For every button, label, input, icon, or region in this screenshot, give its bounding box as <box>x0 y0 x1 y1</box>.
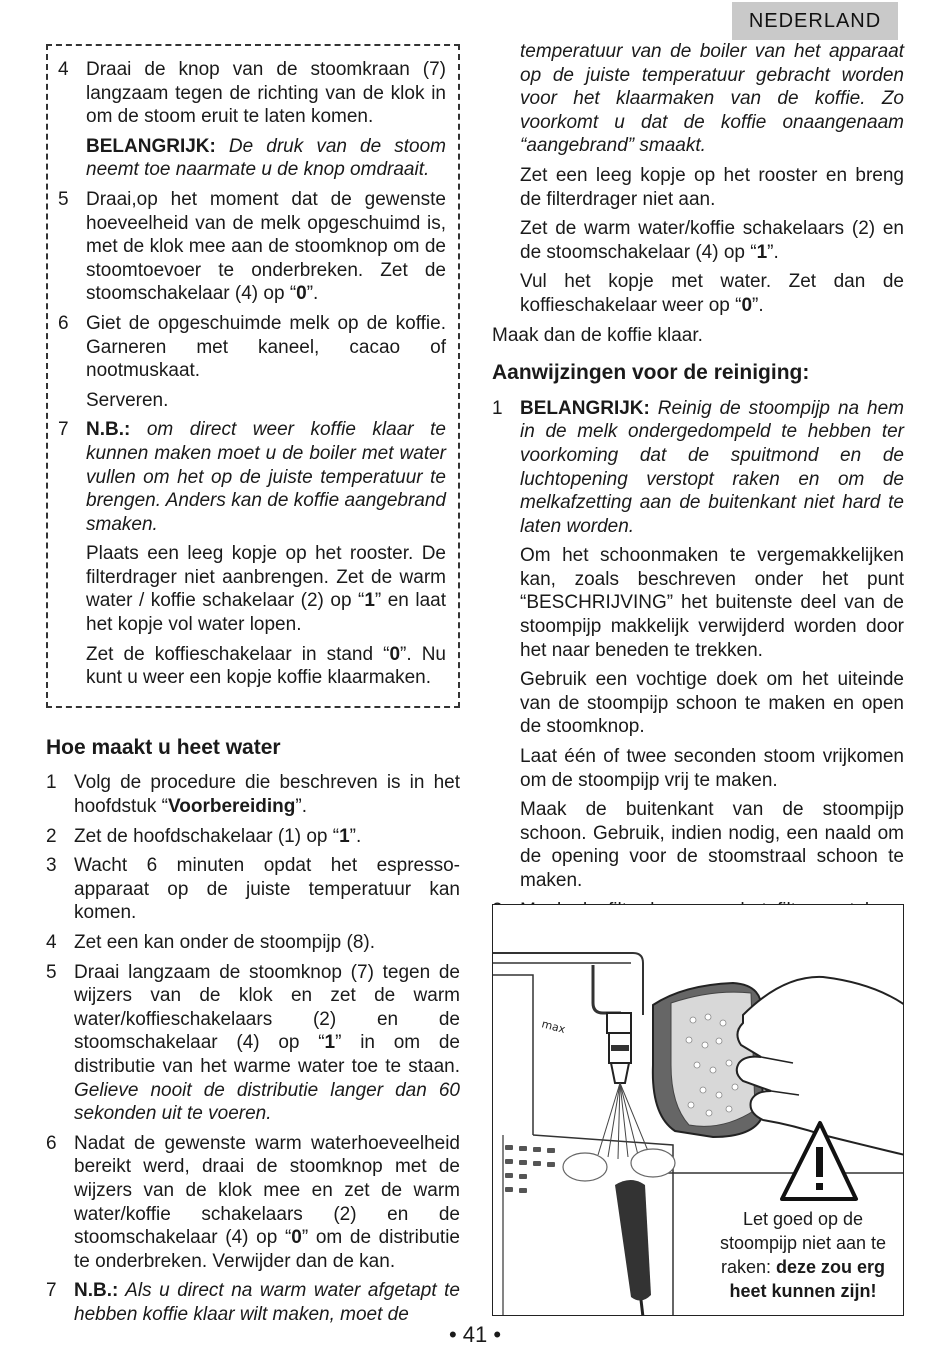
item-number: 6 <box>58 312 69 334</box>
list-item <box>58 312 446 412</box>
brand-label: max <box>540 1017 567 1037</box>
list-item <box>58 58 446 182</box>
item-text: Draai,op het moment dat de gewenste hoeveelheid van de melk opgeschuimd is, met de klok mee aan de stoomknop om de stoomtoevoer te onderbreken. Zet de stoomschakelaar (4) op “0”. <box>86 188 446 305</box>
section-title-hot-water: Hoe maakt u heet water <box>46 735 281 759</box>
item-number: 7 <box>58 419 69 441</box>
list-item: 1 Volg de procedure die beschreven is in het hoofdstuk “Voorbereiding”. <box>46 772 460 818</box>
serve-text: Serveren. <box>86 389 169 411</box>
list-item: 6 Nadat de gewenste warm waterhoeveelheid bereikt werd, draai de stoomknop met de wijzers van de klok mee en zet de warm water/koffie schakelaars (2) en de stoomschakelaar (4) op “0” om de distributie te onderbreken. Verwijder dan de kan. <box>46 1132 460 1272</box>
important-note: BELANGRIJK: De druk van de stoom neemt toe naarmate u de knop omdraait. <box>86 135 446 181</box>
paragraph: Vul het kopje met water. Zet dan de koffieschakelaar weer op “0”. <box>520 271 904 316</box>
list-item <box>58 418 446 690</box>
tip-box <box>46 44 460 708</box>
language-tab: NEDERLAND <box>732 2 898 40</box>
warning-note: Gelieve nooit de distributie langer dan 60 sekonden uit te voeren. <box>74 1079 460 1125</box>
paragraph: Zet een leeg kopje op het rooster en breng de filterdrager niet aan. <box>520 164 904 210</box>
list-item <box>58 188 446 306</box>
left-column <box>46 44 460 1333</box>
item-number: 4 <box>58 59 69 80</box>
cleaning-illustration <box>492 904 904 1316</box>
section-title-cleaning: Aanwijzingen voor de reiniging: <box>492 361 810 385</box>
list-item: 3 Wacht 6 minuten opdat het espresso-apparaat op de juiste temperatuur kan komen. <box>46 855 460 924</box>
nb-note: N.B.: om direct weer koffie klaar te kunnen maken moet u de boiler met water vullen om het op de juiste temperatuur te brengen. Anders kan de koffie aangebrand smaken. <box>86 419 446 535</box>
hot-surface-warning: Let goed op de stoompijp niet aan te raken: deze zou erg heet kunnen zijn! <box>719 1209 887 1301</box>
right-column <box>492 40 904 952</box>
item-text: Zet de koffieschakelaar in stand “0”. Nu kunt u weer een kopje koffie klaarmaken. <box>86 643 446 689</box>
item-number: 5 <box>58 188 69 210</box>
item-text: Draai de knop van de stoomkraan (7) langzaam tegen de richting van de klok in om de stoom eruit te laten komen. <box>86 59 446 128</box>
item-text: Giet de opgeschuimde melk op de koffie. Garneren met kaneel, cacao of nootmuskaat. <box>86 312 446 382</box>
list-item: 4 Zet een kan onder de stoompijp (8). <box>46 932 376 953</box>
item-text: Plaats een leeg kopje op het rooster. De filterdrager niet aanbrengen. Zet de warm water / koffie schakelaar (2) op “1” en laat het kopje vol water lopen. <box>86 543 447 636</box>
list-item: 5 Draai langzaam de stoomknop (7) tegen de wijzers van de klok en zet de warm water/koffieschakelaars (2) en de stoomschakelaar (4) op “1” in om de distributie van het warme water toe te staan. Gelieve nooit de distributie langer dan 60 sekonden uit te voeren. <box>46 961 460 1125</box>
paragraph: Zet de warm water/koffie schakelaars (2) en de stoomschakelaar (4) op “1”. <box>520 218 904 263</box>
page-number: • 41 • <box>448 1322 502 1347</box>
list-item: 7 N.B.: Als u direct na warm water afgetapt te hebben koffie klaar wilt maken, moet de <box>46 1280 460 1325</box>
continued-note: temperatuur van de boiler van het apparaat op de juiste temperatuur gebracht worden voor het klaarmaken van de koffie. Zo voorkomt u dat de koffie onaangenaam “aangebrand” smaakt. <box>520 41 904 157</box>
list-item: 1 BELANGRIJK: Reinig de stoompijp na hem in de melk ondergedompeld te hebben ter voorkoming dat de spuitmond en de luchtopening verstopt raken en om de melkafzetting aan de buitenkant niet hard te laten worden. Om het schoonmaken te vergemakkelijken kan, zoals beschreven onder het punt “BESCHRIJVING” het buitenste deel van de stoompijp makkelijk verwijderd worden door het naar beneden te trekken. Gebruik een vochtige doek om het uiteinde van de stoompijp schoon te maken en open de stoomknop. Laat één of twee seconden stoom vrijkomen om de stoompijp vrij te maken. Maak de buitenkant van de stoompijp schoon. Gebruik, indien nodig, een naald om de opening voor de stoomstraal schoon te maken. <box>492 397 904 891</box>
list-item: 2 Zet de hoofdschakelaar (1) op “1”. <box>46 825 362 847</box>
paragraph: Maak dan de koffie klaar. <box>492 324 703 346</box>
